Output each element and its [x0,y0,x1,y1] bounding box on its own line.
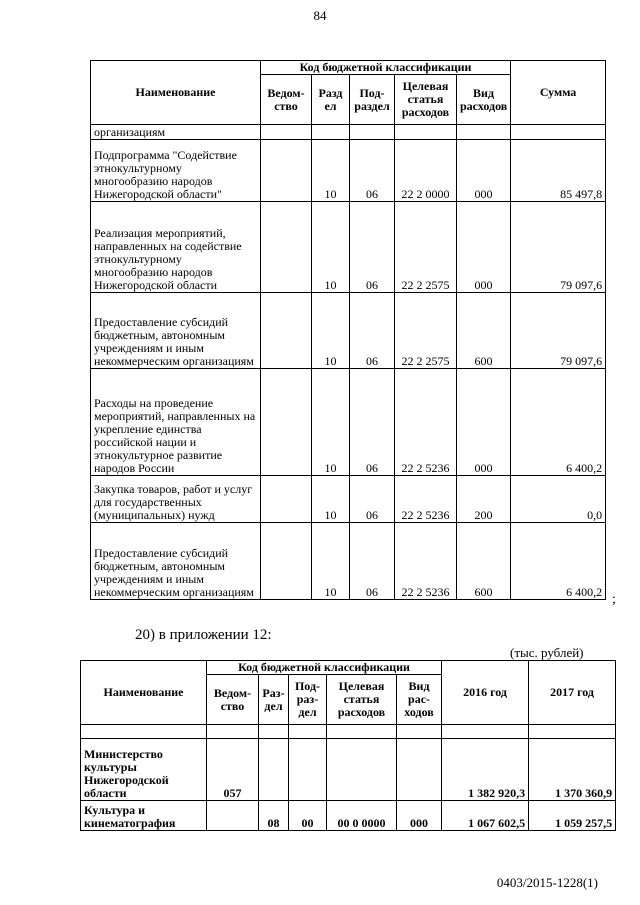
row-name: Культура и кинематография [81,801,207,831]
page-number: 84 [313,8,327,23]
header-vid: Вид рас-ходов [397,675,442,725]
header-podrazdel: Под-раз-дел [289,675,327,725]
document-code: 0403/2015-1228(1) [496,875,598,890]
table-row: Министерство культуры Нижегородской области 057 1 382 920,3 1 370 360,9 [81,739,616,801]
budget-table-2 [80,660,616,831]
table-row: Расходы на проведение мероприятий, направленных на укрепление единства российской нации и этнокультурное развитие народов России 10 06 22 2 5236 000 6 400,2 [91,369,606,476]
header-sum: Сумма [511,61,606,125]
row-name: Подпрограмма "Содействие этнокультурному многообразию народов Нижегородской области" [91,140,261,202]
header-razdel: Разд ел [312,75,350,125]
header-group: Код бюджетной классификации [261,61,511,75]
header-vedomstvo: Ведом-ство [261,75,312,125]
row-name: Предоставление субсидий бюджетным, автономным учреждениям и иным некоммерческим организациям [91,523,261,600]
header-vid: Вид расходов [457,75,511,125]
trailing-semicolon: ; [612,592,616,607]
header-celevaya: Целевая статья расходов [395,75,457,125]
header-podrazdel: Под-раздел [350,75,395,125]
header-2017: 2017 год [529,661,616,725]
header-vedomstvo: Ведом-ство [207,675,259,725]
units-label: (тыс. рублей) [510,645,584,660]
row-name: Расходы на проведение мероприятий, направленных на укрепление единства российской нации и этнокультурное развитие народов России [91,369,261,476]
row-name: Закупка товаров, работ и услуг для государственных (муниципальных) нужд [91,476,261,523]
header-2016: 2016 год [442,661,529,725]
table-row [81,725,616,739]
row-name: Министерство культуры Нижегородской области [81,739,207,801]
table-row: Реализация мероприятий, направленных на содействие этнокультурному многообразию народов Нижегородской области 10 06 22 2 2575 000 79 097,6 [91,202,606,293]
header-name: Наименование [91,61,261,125]
table-row: Подпрограмма "Содействие этнокультурному многообразию народов Нижегородской области" 10 06 22 2 0000 000 85 497,8 [91,140,606,202]
table-row [91,125,606,140]
table-row: Предоставление субсидий бюджетным, автономным учреждениям и иным некоммерческим организациям 10 06 22 2 2575 600 79 097,6 [91,293,606,369]
table-row: Закупка товаров, работ и услуг для государственных (муниципальных) нужд 10 06 22 2 5236 200 0,0 [91,476,606,523]
row-name: Реализация мероприятий, направленных на содействие этнокультурному многообразию народов Нижегородской области [91,202,261,293]
budget-table-1 [90,60,606,600]
header-razdel: Раз-дел [259,675,289,725]
table-row: Культура и кинематография 08 00 00 0 0000 000 1 067 602,5 1 059 257,5 [81,801,616,831]
header-name: Наименование [81,661,207,725]
row-name: организациям [91,125,261,140]
header-group: Код бюджетной классификации [207,661,442,675]
section-heading: 20) в приложении 12: [135,627,272,643]
table-row: Предоставление субсидий бюджетным, автономным учреждениям и иным некоммерческим организациям 10 06 22 2 5236 600 6 400,2 [91,523,606,600]
row-name: Предоставление субсидий бюджетным, автономным учреждениям и иным некоммерческим организациям [91,293,261,369]
header-celevaya: Целевая статья расходов [327,675,397,725]
